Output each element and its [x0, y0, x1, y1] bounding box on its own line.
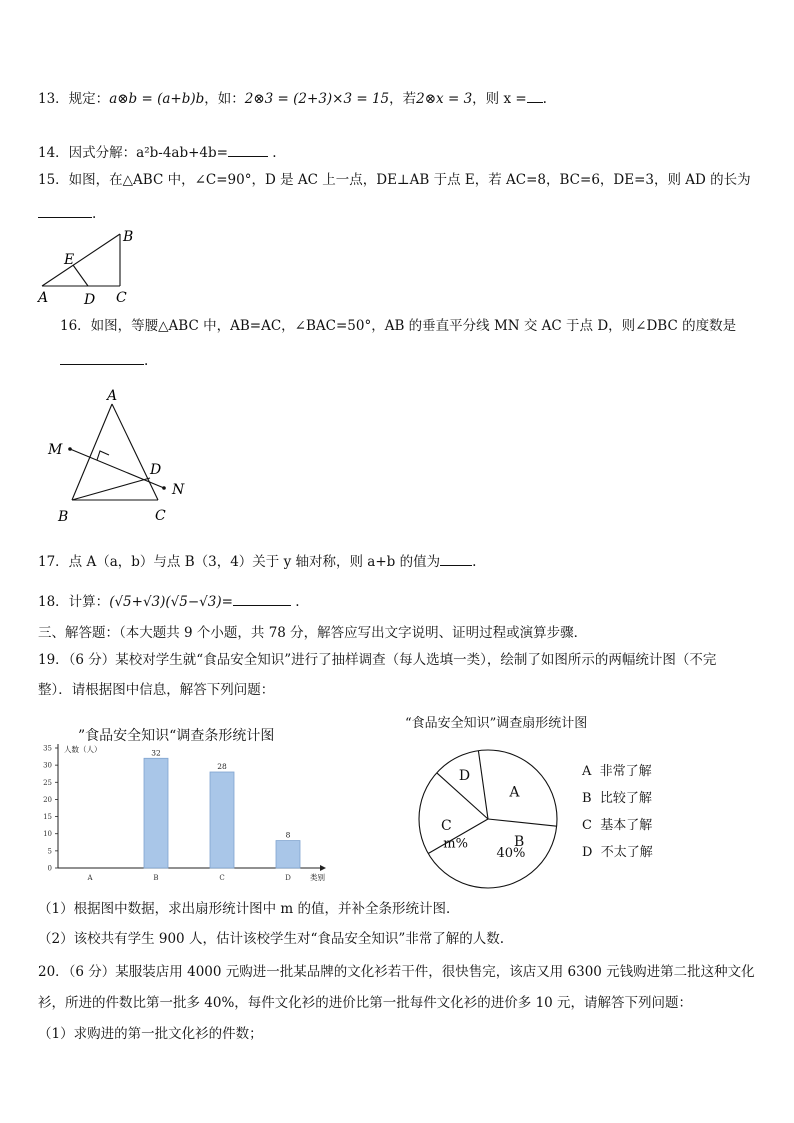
- question-14-text: 14．因式分解：a²b-4ab+4b=: [38, 145, 228, 161]
- y-tick-label: 15: [43, 813, 52, 822]
- slice-value-c: m%: [443, 836, 468, 852]
- question-13-number: 13．规定：: [38, 91, 110, 107]
- question-15-text: 15．如图，在△ABC 中，∠C=90°，D 是 AC 上一点，DE⊥AB 于点 E，若 AC=8，BC=6，DE=3，则 AD 的长为: [38, 172, 751, 188]
- y-tick-label: 30: [43, 761, 52, 770]
- y-tick-label: 10: [43, 830, 52, 839]
- y-axis-label: 人数（人）: [64, 745, 102, 754]
- question-16-answer-line: .: [60, 350, 148, 370]
- label-d: D: [150, 462, 162, 478]
- question-15: [38, 171, 751, 189]
- label-a: A: [107, 388, 118, 404]
- x-axis-label: 类别: [310, 873, 325, 882]
- question-20-line-1: 20．（6 分）某服装店用 4000 元购进一批某品牌的文化衫若干件，很快售完，该店又用 6300 元钱购进第二批这种文化: [38, 964, 755, 980]
- y-tick-label: 25: [43, 778, 52, 787]
- bar-d: [276, 841, 300, 868]
- x-tick-label: D: [285, 874, 291, 882]
- label-a: A: [38, 290, 49, 306]
- question-17-text: 17．点 A（a，b）与点 B（3，4）关于 y 轴对称，则 a+b 的值为: [38, 554, 441, 570]
- label-d: D: [84, 292, 96, 308]
- x-tick-label: C: [219, 874, 225, 882]
- pie-legend: [582, 760, 653, 868]
- answer-blank[interactable]: [38, 203, 92, 218]
- slice-label-d: D: [458, 767, 471, 784]
- question-17: 17．点 A（a，b）与点 B（3，4）关于 y 轴对称，则 a+b 的值为 .: [38, 551, 476, 571]
- slice-label-a: A: [509, 784, 520, 801]
- pie-chart: [410, 744, 570, 894]
- bar-value-label: 32: [151, 748, 161, 758]
- question-13: 13．规定：a⊗b = (a+b)b，如：2⊗3 = (2+3)×3 = 15，若2⊗x = 3，则 x = .: [38, 88, 547, 108]
- bar-value-label: 8: [285, 830, 291, 840]
- bar-b: [144, 758, 168, 868]
- legend-item-b: B 比较了解: [582, 791, 652, 806]
- pie-chart-title: “食品安全知识”调查扇形统计图: [405, 716, 588, 731]
- label-e: E: [64, 252, 75, 268]
- y-tick-label: 0: [47, 864, 52, 873]
- label-b: B: [123, 229, 134, 245]
- answer-blank[interactable]: [440, 551, 472, 566]
- question-16-text: 16．如图，等腰△ABC 中，AB=AC，∠BAC=50°，AB 的垂直平分线 MN 交 AC 于点 D，则∠DBC 的度数是: [60, 318, 737, 334]
- label-m: M: [48, 442, 63, 458]
- right-angle-mark: [97, 451, 109, 460]
- label-c: C: [116, 290, 127, 306]
- operation-condition: 2⊗x = 3: [416, 91, 473, 107]
- slice-value-b: 40%: [496, 845, 526, 861]
- y-tick-label: 20: [43, 795, 52, 804]
- answer-blank[interactable]: [527, 88, 543, 103]
- bar-c: [210, 772, 234, 868]
- side-ab: [42, 234, 120, 286]
- segment-de: [73, 265, 88, 286]
- bar-chart-title: ”食品安全知识“调查条形统计图: [78, 728, 275, 744]
- q16-isosceles-figure: [44, 384, 204, 526]
- question-20-sub-1: （1）求购进的第一批文化衫的件数；: [38, 1026, 263, 1042]
- radical-expression: (√5+√3)(√5−√3)=: [109, 594, 233, 610]
- question-19-sub-2: （2）该校共有学生 900 人，估计该校学生对“食品安全知识”非常了解的人数.: [38, 931, 505, 947]
- question-19-line-1: 19．（6 分）某校对学生就“食品安全知识”进行了抽样调查（每人选填一类），绘制了如图所示的两幅统计图（不完: [38, 652, 717, 668]
- x-tick-label: A: [87, 874, 93, 882]
- x-axis-arrow: [320, 865, 326, 871]
- label-n: N: [172, 482, 185, 498]
- question-19-line-2: 整）．请根据图中信息，解答下列问题：: [38, 682, 275, 698]
- legend-item-c: C 基本了解: [582, 818, 653, 833]
- question-15-answer-line: .: [38, 203, 96, 223]
- q15-triangle-figure: [34, 226, 144, 308]
- x-tick-label: B: [153, 874, 159, 882]
- question-14: 14．因式分解：a²b-4ab+4b= .: [38, 142, 277, 162]
- y-tick-label: 5: [47, 847, 52, 856]
- label-b: B: [58, 509, 69, 525]
- side-ac: [112, 404, 158, 500]
- answer-blank[interactable]: [233, 591, 291, 606]
- label-c: C: [155, 508, 166, 524]
- y-tick-label: 35: [43, 744, 52, 753]
- slice-label-b: B: [513, 833, 525, 850]
- segment-bd: [72, 478, 150, 500]
- operation-definition: a⊗b = (a+b)b: [109, 91, 205, 107]
- legend-item-a: A 非常了解: [582, 764, 652, 779]
- answer-blank[interactable]: [60, 350, 144, 365]
- bar-value-label: 28: [217, 762, 227, 771]
- question-18: 18．计算：(√5+√3)(√5−√3)= .: [38, 591, 300, 611]
- bar-chart: [38, 740, 328, 888]
- legend-item-d: D 不太了解: [582, 845, 653, 860]
- section-heading: 三、解答题：（本大题共 9 个小题，共 78 分，解答应写出文字说明、证明过程或演算步骤．: [38, 625, 588, 641]
- question-16: [60, 317, 736, 335]
- question-19-sub-1: （1）根据图中数据，求出扇形统计图中 m 的值，并补全条形统计图．: [38, 901, 460, 917]
- question-18-text: 18．计算：: [38, 594, 110, 610]
- operation-example: 2⊗3 = (2+3)×3 = 15: [244, 91, 390, 107]
- question-20-line-2: 衫，所进的件数比第一批多 40%，每件文化衫的进价比第一批每件文化衫的进价多 10 元，请解答下列问题：: [38, 995, 693, 1011]
- answer-blank[interactable]: [228, 142, 268, 157]
- slice-label-c: C: [441, 817, 452, 834]
